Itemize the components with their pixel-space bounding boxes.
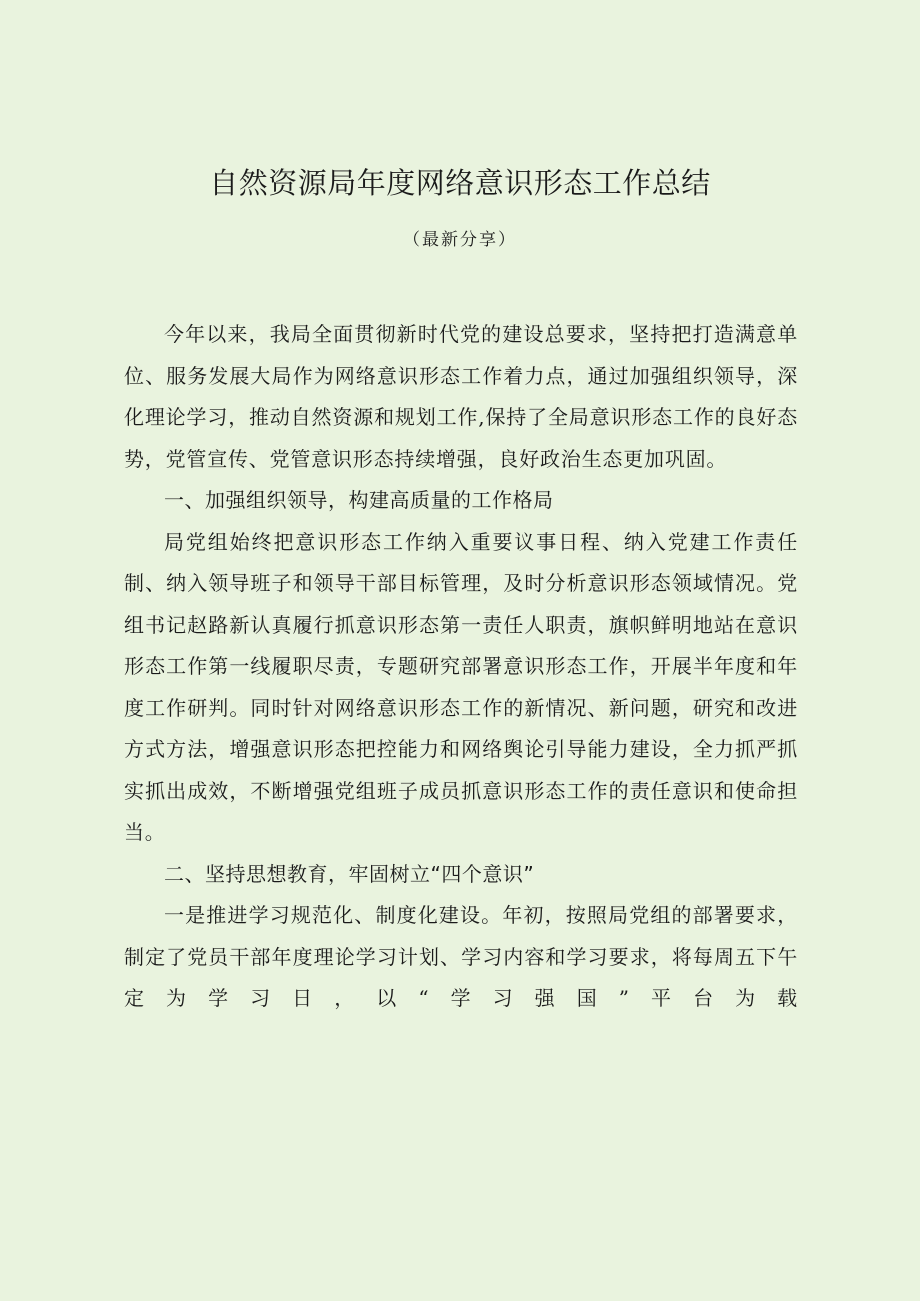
document-title: 自然资源局年度网络意识形态工作总结: [209, 166, 711, 200]
document-body: [124, 314, 798, 1020]
section-heading-1: 一、加强组织领导，构建高质量的工作格局: [164, 488, 554, 512]
section-heading-2: 二、坚持思想教育，牢固树立“四个意识”: [164, 861, 535, 886]
section-paragraph-2: 一是推进学习规范化、制度化建设。年初，按照局党组的部署要求，制定了党员干部年度理论学习计划、学习内容和学习要求，将每周五下午定为学习日，以“学习强国”平台为载: [124, 903, 798, 1010]
intro-paragraph: 今年以来，我局全面贯彻新时代党的建设总要求，坚持把打造满意单位、服务发展大局作为网络意识形态工作着力点，通过加强组织领导，深化理论学习，推动自然资源和规划工作,保持了全局意识形态工作的良好态势，党管宣传、党管意识形态持续增强，良好政治生态更加巩固。: [124, 322, 798, 471]
section-paragraph-1: 局党组始终把意识形态工作纳入重要议事日程、纳入党建工作责任制、纳入领导班子和领导干部目标管理，及时分析意识形态领域情况。党组书记赵路新认真履行抓意识形态第一责任人职责，旗帜鲜明地站在意识形态工作第一线履职尽责，专题研究部署意识形态工作，开展半年度和年度工作研判。同时针对网络意识形态工作的新情况、新问题，研究和改进方式方法，增强意识形态把控能力和网络舆论引导能力建设，全力抓严抓实抓出成效，不断增强党组班子成员抓意识形态工作的责任意识和使命担当。: [124, 529, 798, 844]
document-subtitle: （最新分享）: [403, 230, 517, 250]
